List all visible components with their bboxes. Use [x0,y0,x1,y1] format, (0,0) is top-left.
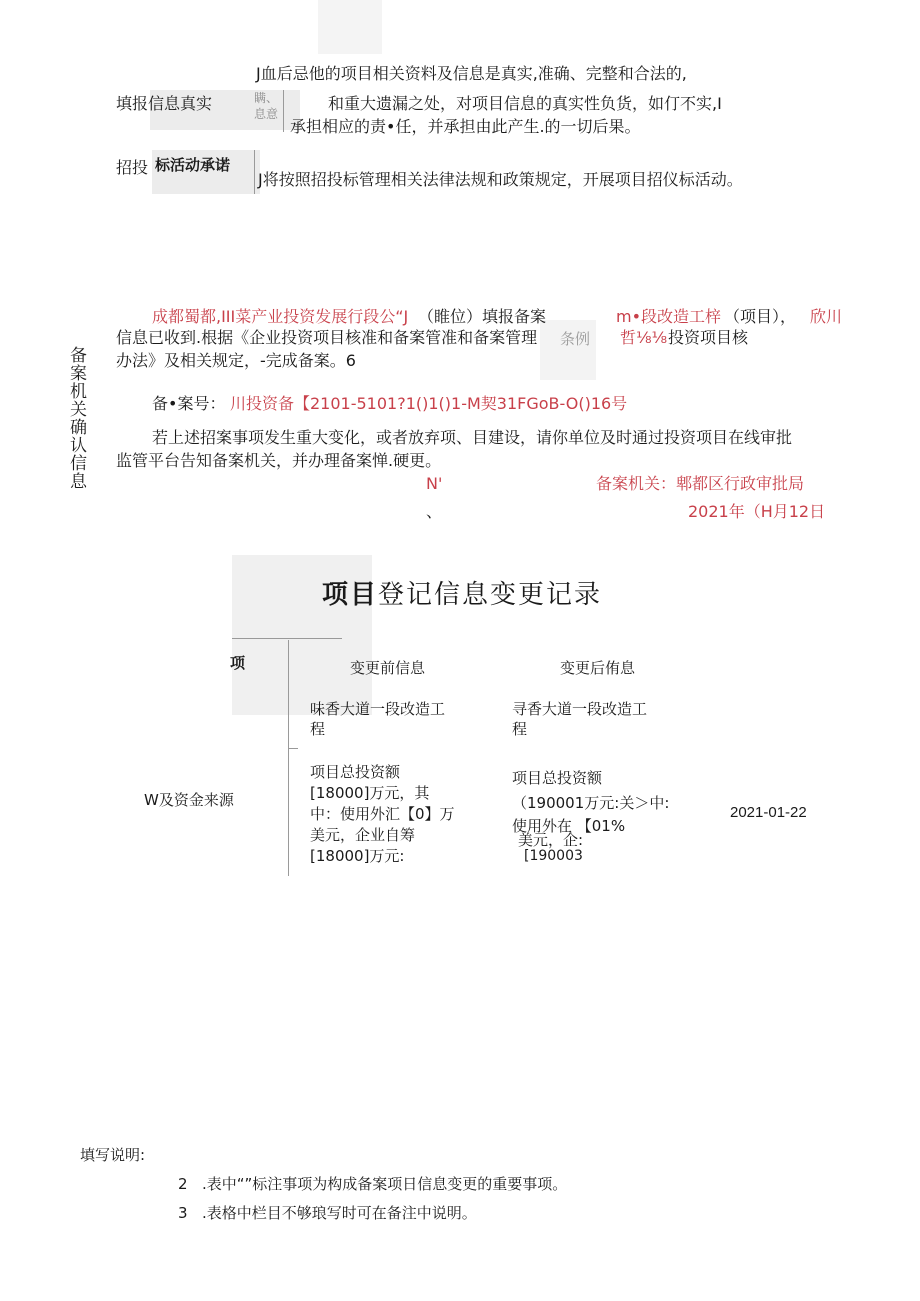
row1-after-line2: 程 [512,720,528,738]
project-name: m•段改造工梓 [616,307,722,326]
note-item-text: .表中“”标注事项为构成备案项日信息变更的重要事项。 [202,1175,568,1193]
side-label-authority-confirm: 备案机关确认信息 [66,346,86,490]
row2-before-line4: 美元，企业自筹 [310,826,416,844]
record-number: 川投资备【2101-5101?1()1()1-M契31FGoB-O()16号 [230,394,628,413]
commitment-line-1: J血后忌他的项目相关资料及信息是真实,准确、完整和合法的, [256,64,687,83]
row2-before-line3: 中：使用外汇【0】万 [310,805,455,823]
table-col-divider [288,640,289,876]
company-name: 成都蜀都,III菜产业投资发展行段公“J [152,307,409,326]
title-rest-part: 登记信息变更记录 [378,580,603,610]
row1-before-line2: 程 [310,720,326,738]
filing-authority: 备案机关：郫都区行政审批局 [596,474,805,493]
label-bid: 招投 [116,158,149,177]
divider-fill [283,90,284,132]
change-notice-line-1: 若上述招案事项发生重大变化，或者放弃项、目建设，请你单位及时通过投资项目在线审批 [152,428,793,447]
notes-heading: 填写说明: [80,1146,146,1164]
stamp-text-fill: 瞒、息意 [254,91,279,121]
row2-after-line5: [190003 [524,848,583,864]
row2-before-line5: [18000]万元: [310,847,405,865]
row2-after-line2: （190001万元:关＞中: [512,794,670,812]
confirm-line-2-stamp: 条例 [560,330,591,348]
column-header-before: 变更前信息 [350,659,426,677]
record-number-label: 备•案号： [152,394,226,413]
row-divider [288,748,298,749]
note-item-number: 2 [178,1175,188,1193]
label-fill-info-true: 填报信息真实 [116,94,213,113]
row2-before-line1: 项目总投资额 [310,763,401,781]
divider-bid [254,150,255,194]
table-top-line [232,638,342,639]
row2-after-line4: 美元，企: [518,831,584,849]
row2-after-line3: 使用外在 【01% [512,817,626,835]
note-item-number: 3 [178,1204,188,1222]
mark-comma: 、 [426,502,443,521]
column-header-after: 变更后侑息 [560,659,636,677]
commitment-line-4: J将按照招投标管理相关法律法规和政策规定，开展项目招仪标活动。 [258,170,743,189]
row1-after-line1: 寻香大道一段改造工 [512,700,648,718]
title-bold-part: 项目 [322,580,379,610]
row2-date: 2021-01-22 [730,804,807,821]
confirm-line-2: 信息已收到.根据《企业投资项目核准和备案管准和备案管理 [116,328,538,347]
change-record-title [322,574,602,611]
confirm-line-2-red: 哲⅛⅛ [620,328,668,347]
row2-item: W及资金来源 [144,791,234,809]
confirm-line-2-end: 投资项目核 [668,328,749,347]
label-bid-box: 标活动承诺 [155,156,231,174]
note-item-text: .表格中栏目不够琅写时可在备注中说明。 [202,1204,477,1222]
tail-red-text: 欣川 [810,307,843,326]
confirm-line-3: 办法》及相关规定，-完成备案。6 [116,351,356,370]
column-header-item: 项 [230,654,246,672]
row2-after-line1: 项目总投资额 [512,769,603,787]
commitment-line-3: 承担相应的责•任，并承担由此产生.的一切后果。 [290,117,641,136]
filing-date: 2021年（H月12日 [688,502,826,521]
row2-before-line2: [18000]万元，其 [310,784,430,802]
row1-before-line1: 味香大道一段改造工 [310,700,446,718]
project-suffix: （项目）， [724,307,797,326]
change-notice-line-2: 监管平台告知备案机关，并办理备案惮.硬更。 [116,451,442,470]
unit-text: （睢位）填报备案 [418,307,547,326]
stamp-area-top [318,0,382,54]
mark-n: N' [426,474,443,493]
commitment-line-2: 和重大遗漏之处，对项目信息的真实性负货，如仃不实,I [328,94,722,113]
